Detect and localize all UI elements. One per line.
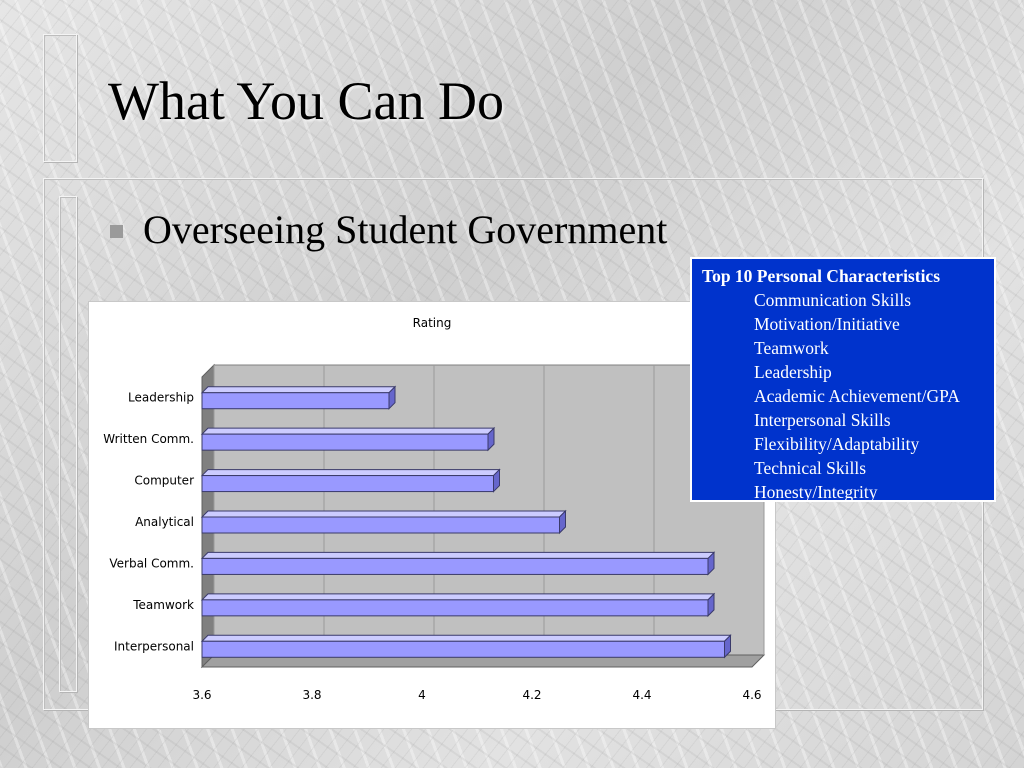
bar-top [202,387,395,393]
x-tick-label: 3.8 [302,688,322,702]
characteristic-item: Academic Achievement/GPA [754,386,960,406]
x-tick-label: 4.4 [632,688,652,702]
characteristics-title: Top 10 Personal Characteristics [702,266,941,286]
characteristic-item: Communication Skills [754,290,912,310]
bar-top [202,594,714,600]
bar [202,434,488,450]
characteristic-item: Motivation/Initiative [754,314,900,334]
square-bullet-icon [110,225,123,238]
category-label: Analytical [135,515,194,529]
characteristic-item: Teamwork [754,338,829,358]
bar [202,641,725,657]
bar-top [202,635,731,641]
bar-top [202,552,714,558]
decorative-frame-top [43,34,77,162]
bar [202,393,389,409]
rating-chart [88,301,776,729]
x-tick-label: 4.2 [522,688,542,702]
chart-canvas [89,302,775,728]
bar [202,517,560,533]
bullet-item [110,206,667,253]
bar-top [202,428,494,434]
chart-title: Rating [412,316,452,330]
category-label: Interpersonal [114,639,194,654]
characteristic-item: Honesty/Integrity [754,482,878,502]
category-label: Leadership [128,390,194,405]
category-label: Verbal Comm. [109,556,194,571]
bar-top [202,511,566,517]
category-label: Teamwork [133,597,194,612]
x-tick-label: 4.6 [742,688,762,702]
characteristic-item: Flexibility/Adaptability [754,434,920,454]
characteristics-list [702,288,994,504]
slide-title: What You Can Do [108,71,505,131]
bullet-text: Overseeing Student Government [143,207,668,252]
characteristics-box [690,257,996,502]
bar [202,476,494,492]
x-tick-label: 3.6 [192,688,212,702]
category-label: Written Comm. [103,432,194,447]
bar-top [202,470,500,476]
decorative-frame-side [59,196,77,692]
x-tick-label: 4 [418,688,426,702]
characteristic-item: Leadership [754,362,832,382]
characteristic-item: Interpersonal Skills [754,410,891,430]
characteristic-item: Technical Skills [754,458,867,478]
category-label: Computer [134,473,194,488]
bar [202,600,708,616]
bar [202,558,708,574]
